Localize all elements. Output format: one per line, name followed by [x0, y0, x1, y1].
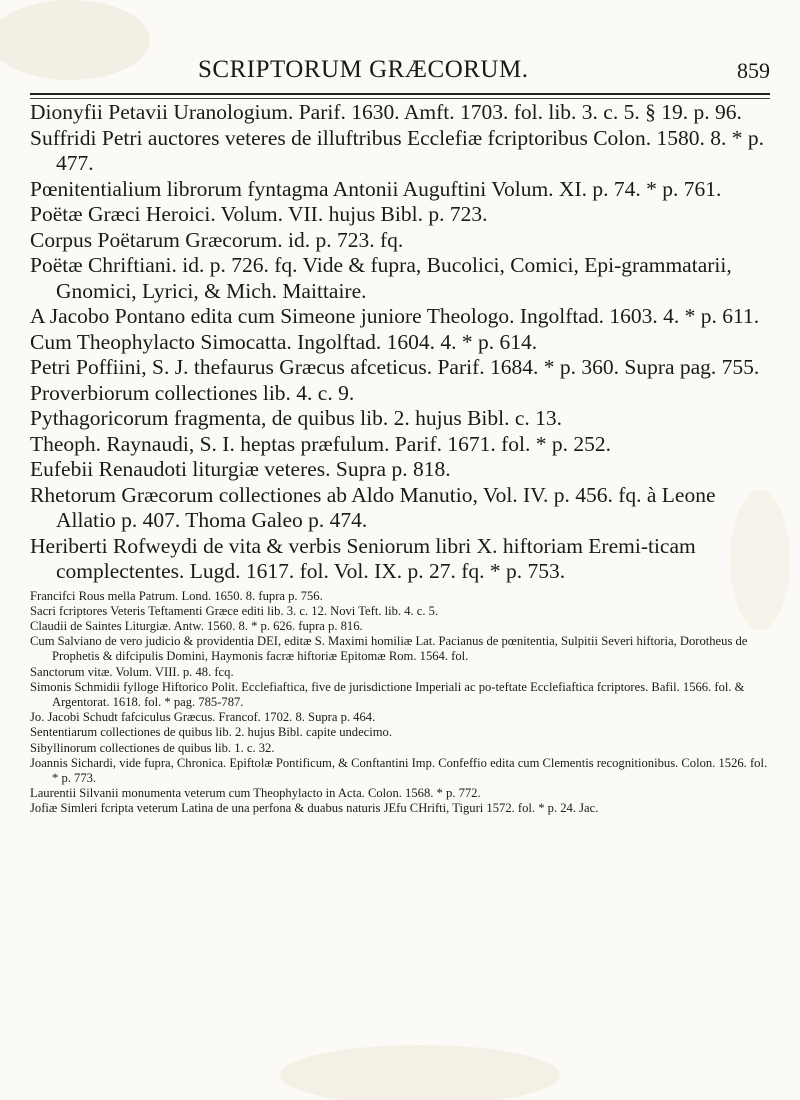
entry: Cum Theophylacto Simocatta. Ingolftad. 1604. 4. * p. 614.	[30, 329, 538, 354]
entry: Sanctorum vitæ. Volum. VIII. p. 48. fcq.	[30, 664, 234, 679]
entry: Poëtæ Chriftiani. id. p. 726. fq. Vide & fupra, Bucolici, Comici, Epi-grammatarii, Gnomici, Lyrici, & Mich. Maittaire.	[30, 253, 732, 303]
entry: Sacri fcriptores Veteris Teftamenti Græce editi lib. 3. c. 12. Novi Teft. lib. 4. c. 5.	[30, 603, 439, 618]
entry: Poëtæ Græci Heroici. Volum. VII. hujus Bibl. p. 723.	[30, 202, 488, 226]
header-rule	[30, 93, 770, 99]
entry: Joannis Sichardi, vide fupra, Chronica. Epiftolæ Pontificum, & Conftantini Imp. Confeffio edita cum Clementis recognitionibus. Colon. 1526. fol. * p. 773.	[30, 755, 768, 785]
entry: Pœnitentialium librorum fyntagma Antonii Auguftini Volum. XI. p. 74. * p. 761.	[30, 176, 722, 201]
entry: Eufebii Renaudoti liturgiæ veteres. Supra p. 818.	[30, 457, 451, 481]
entry: Jofiæ Simleri fcripta veterum Latina de una perfona & duabus naturis JEfu CHrifti, Tiguri 1572. fol. * p. 24. Jac.	[30, 801, 599, 816]
entry: Claudii de Saintes Liturgiæ. Antw. 1560. 8. * p. 626. fupra p. 816.	[30, 618, 363, 633]
entry: Sententiarum collectiones de quibus lib. 2. hujus Bibl. capite undecimo.	[30, 725, 393, 740]
entry: Suffridi Petri auctores veteres de illuftribus Ecclefiæ fcriptoribus Colon. 1580. 8. * p. 477.	[30, 125, 765, 175]
entry: Sibyllinorum collectiones de quibus lib. 1. c. 32.	[30, 740, 275, 755]
entry: Dionyfii Petavii Uranologium. Parif. 1630. Amft. 1703. fol. lib. 3. c. 5. § 19. p. 96.	[30, 100, 742, 124]
entry: Petri Poffiini, S. J. thefaurus Græcus afceticus. Parif. 1684. * p. 360. Supra pag. 755.	[30, 355, 760, 379]
entry: Pythagoricorum fragmenta, de quibus lib. 2. hujus Bibl. c. 13.	[30, 406, 563, 430]
entry: Jo. Jacobi Schudt fafciculus Græcus. Francof. 1702. 8. Supra p. 464.	[30, 710, 376, 725]
small-entries	[30, 589, 770, 817]
entry: Heriberti Rofweydi de vita & verbis Seniorum libri X. hiftoriam Eremi-ticam complectentes. Lugd. 1617. fol. Vol. IX. p. 27. fq. * p. 753.	[30, 533, 696, 583]
entry: Corpus Poëtarum Græcorum. id. p. 723. fq.	[30, 227, 404, 252]
page-header	[30, 56, 770, 92]
page-number: 859	[737, 58, 770, 83]
entry: A Jacobo Pontano edita cum Simeone juniore Theologo. Ingolftad. 1603. 4. * p. 611.	[30, 304, 760, 328]
entry: Rhetorum Græcorum collectiones ab Aldo Manutio, Vol. IV. p. 456. fq. à Leone Allatio p. 407. Thoma Galeo p. 474.	[30, 482, 716, 532]
running-title: SCRIPTORUM GRÆCORUM.	[198, 56, 529, 83]
entry: Laurentii Silvanii monumenta veterum cum Theophylacto in Acta. Colon. 1568. * p. 772.	[30, 786, 481, 801]
entry: Francifci Rous mella Patrum. Lond. 1650. 8. fupra p. 756.	[30, 588, 323, 603]
entry: Simonis Schmidii fylloge Hiftorico Polit. Ecclefiaftica, five de jurisdictione Imperiali ac po-teftate Ecclefiaftica fcriptores. Bafil. 1566. fol. & Argentorat. 1618. fol. * pag. 785-787.	[30, 679, 745, 709]
entry: Proverbiorum collectiones lib. 4. c. 9.	[30, 380, 355, 405]
index-entries	[30, 100, 770, 817]
entry: Cum Salviano de vero judicio & providentia DEI, editæ S. Maximi homiliæ Lat. Pacianus de pœnitentia, Sulpitii Severi hiftoria, Dorotheus de Prophetis & difcipulis Domini, Haymonis facræ hiftoriæ Epitomæ Rom. 1564. fol.	[30, 634, 748, 664]
large-entries	[30, 100, 770, 585]
entry: Theoph. Raynaudi, S. I. heptas præfulum. Parif. 1671. fol. * p. 252.	[30, 431, 612, 456]
